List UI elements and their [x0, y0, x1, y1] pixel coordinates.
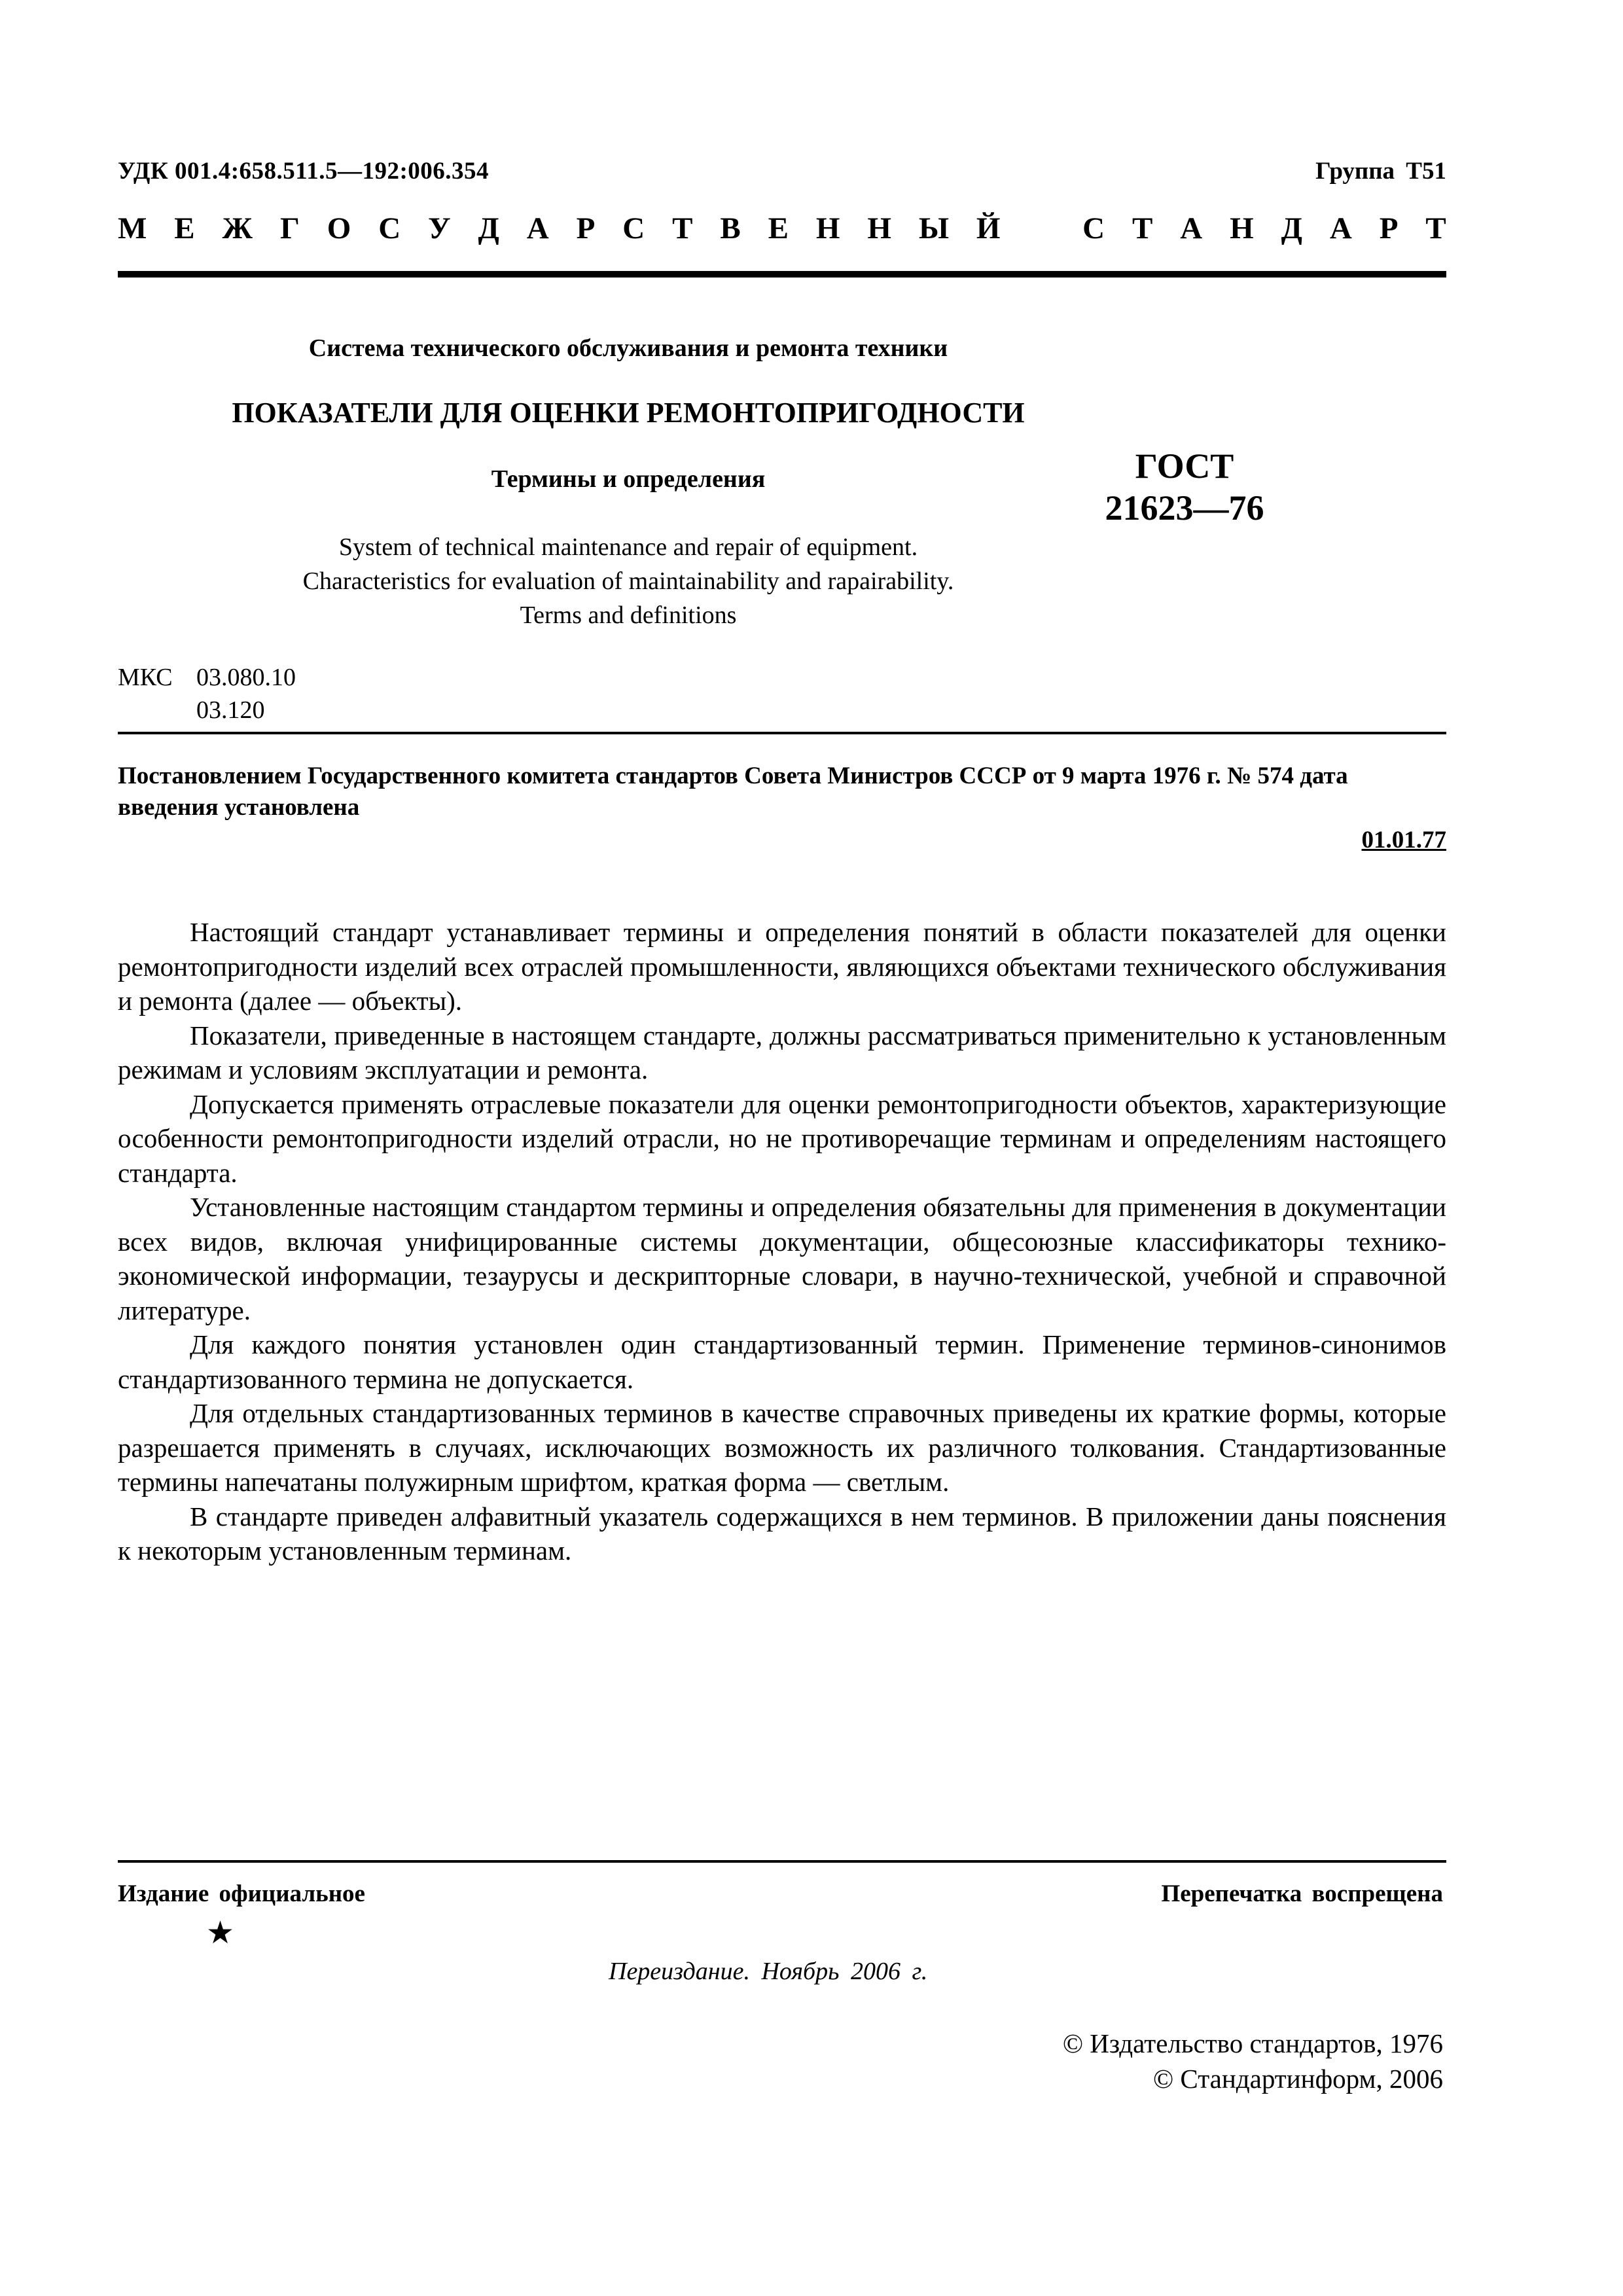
paragraph: Показатели, приведенные в настоящем стандарте, должны рассматриваться применительно к установленным режимам и условиям эксплуатации и ремонта. [118, 1020, 1446, 1085]
english-title: System of technical maintenance and repair of equipment. Characteristics for evaluation of maintainability and rapairability. Terms and definitions [302, 533, 954, 629]
interstate-standard-banner: М Е Ж Г О С У Д А Р С Т В Е Н Н Ы Й С Т А Н Д А Р Т [118, 211, 1446, 245]
paragraph: Для каждого понятия установлен один стандартизованный термин. Применение терминов-синонимов стандартизованного термина не допускается. [118, 1329, 1446, 1394]
mks-label: МКС [118, 664, 173, 691]
system-title: Система технического обслуживания и ремонта техники [308, 334, 948, 362]
paragraph: Допускается применять отраслевые показатели для оценки ремонтопригодности объектов, характеризующие особенности ремонтопригодности изделий отрасли, но не противоречащие терминам и определениям настоящего стандарта. [118, 1088, 1446, 1188]
reprint-prohibited-label: Перепечатка воспрещена [1161, 1880, 1443, 1907]
introduction-date: 01.01.77 [1361, 827, 1446, 853]
paragraph: В стандарте приведен алфавитный указатель содержащихся в нем терминов. В приложении даны пояснения к некоторым установленным терминам. [118, 1501, 1446, 1566]
section-rule [118, 732, 1446, 734]
star-icon: ★ [206, 1916, 235, 1950]
header-rule [118, 271, 1446, 278]
paragraph: Для отдельных стандартизованных терминов в качестве справочных приведены их краткие формы, которые разрешается применять в случаях, исключающих возможность их различного толкования. Стандартизованные термины напечатаны полужирным шрифтом, краткая форма — светлым. [118, 1398, 1446, 1497]
reissue-note: Переиздание. Ноябрь 2006 г. [609, 1958, 928, 1985]
official-edition-label: Издание официальное [118, 1880, 365, 1907]
body-text [118, 915, 1446, 1568]
document-title: ПОКАЗАТЕЛИ ДЛЯ ОЦЕНКИ РЕМОНТОПРИГОДНОСТИ [232, 397, 1025, 429]
copyright-block: © Издательство стандартов, 1976 © Стандартинформ, 2006 [1062, 2028, 1443, 2094]
document-subtitle: Термины и определения [491, 465, 766, 493]
decree-text: Постановлением Государственного комитета стандартов Совета Министров СССР от 9 марта 1976 г. № 574 дата введения установлена [118, 762, 1348, 821]
mks-codes: 03.080.10 03.120 [196, 664, 296, 724]
udk-code: УДК 001.4:658.511.5—192:006.354 [118, 158, 490, 185]
footer-rule [118, 1860, 1446, 1863]
group-code: Группа Т51 [1315, 158, 1446, 185]
gost-designation: ГОСТ 21623—76 [1105, 446, 1264, 528]
paragraph: Настоящий стандарт устанавливает термины и определения понятий в области показателей для оценки ремонтопригодности изделий всех отраслей промышленности, являющихся объектами технического обслуживания и ремонта (далее — объекты). [118, 917, 1446, 1016]
paragraph: Установленные настоящим стандартом термины и определения обязательны для применения в документации всех видов, включая унифицированные системы документации, общесоюзные классификаторы технико-экономической информации, тезаурусы и дескрипторные словари, в научно-технической, учебной и справочной литературе. [118, 1192, 1446, 1325]
